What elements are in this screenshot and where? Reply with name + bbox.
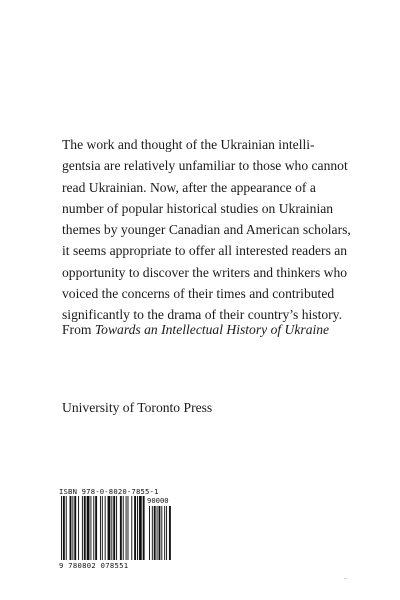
blurb-line: significantly to the drama of their country’s history. — [62, 307, 342, 323]
blurb-line: themes by younger Canadian and American scholars, — [62, 222, 351, 238]
barcode-bar — [139, 496, 142, 560]
barcode-bar — [143, 496, 145, 560]
source-book-title: Towards an Intellectual History of Ukraine — [94, 322, 330, 337]
ean-digits: 9 780802 078551 — [59, 561, 129, 570]
barcode-bar — [72, 496, 73, 560]
barcode-bar — [123, 496, 124, 560]
blurb-line: number of popular historical studies on Ukrainian — [62, 200, 334, 216]
barcode-bar — [113, 496, 115, 560]
barcode-bar — [102, 496, 103, 560]
source-prefix: From — [62, 322, 95, 337]
barcode-bar — [131, 496, 132, 560]
barcode-bar — [120, 496, 122, 560]
addon-bar — [149, 506, 150, 560]
barcode-bar — [128, 496, 129, 560]
barcode-bar — [78, 496, 79, 560]
print-speck — [344, 578, 347, 579]
barcode-bar — [84, 496, 86, 560]
blurb-line: read Ukrainian. Now, after the appearance of a — [62, 179, 316, 195]
barcode-bar — [66, 496, 67, 560]
addon-bar — [161, 506, 162, 560]
blurb-line: The work and thought of the Ukrainian intelli- — [62, 137, 315, 152]
isbn-label: ISBN 978-0-8020-7855-1 — [59, 487, 159, 496]
barcode-bar — [105, 496, 106, 560]
isbn-barcode — [59, 487, 173, 571]
addon-bar — [169, 506, 171, 560]
publisher-name: University of Toronto Press — [62, 400, 213, 415]
barcode-bar — [111, 496, 112, 560]
price-addon-digits: 90000 — [147, 496, 169, 505]
blurb-line: voiced the concerns of their times and contributed — [62, 286, 335, 302]
barcode-bar — [100, 496, 101, 560]
barcode-bar — [108, 496, 111, 560]
barcode-bar — [70, 496, 72, 560]
blurb-line: opportunity to discover the writers and thinkers who — [62, 264, 348, 280]
addon-bar — [154, 506, 156, 560]
barcode-bar — [61, 496, 62, 560]
barcode-bar — [134, 496, 136, 560]
barcode-bar — [74, 496, 76, 560]
barcode-bar — [82, 496, 83, 560]
addon-bar — [157, 506, 158, 560]
barcode-bar — [116, 496, 117, 560]
back-cover-blurb — [62, 134, 362, 326]
barcode-bars — [59, 496, 173, 562]
barcode-bar — [87, 496, 90, 560]
barcode-bar — [63, 496, 65, 560]
barcode-bar — [90, 496, 91, 560]
barcode-bar — [137, 496, 138, 560]
blurb-line: it seems appropriate to offer all interested readers an — [62, 243, 348, 259]
barcode-bar — [126, 496, 127, 560]
blurb-line: gentsia are relatively unfamiliar to those who cannot — [62, 158, 348, 174]
addon-bar — [164, 506, 165, 560]
source-attribution — [62, 320, 329, 340]
barcode-bar — [95, 496, 97, 560]
addon-bar — [166, 506, 167, 560]
addon-bar — [159, 506, 161, 560]
addon-bar — [152, 506, 153, 560]
barcode-bar — [93, 496, 94, 560]
